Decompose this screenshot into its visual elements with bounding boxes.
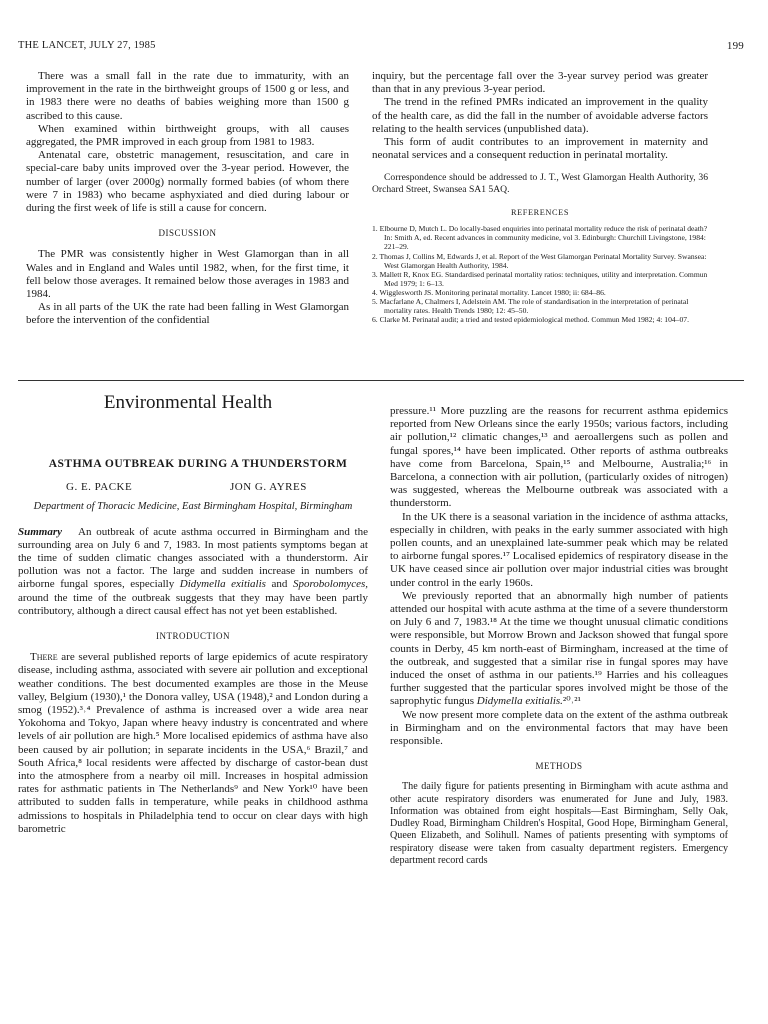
paragraph: Antenatal care, obstetric management, resuscitation, and care in special-care baby units improved over the 3-year period. However, the number of larger (over 2000g) normally formed babies (of whom there were 7 in 1983) who became asphyxiated and died during labour or during the first week of life is still a cause for concern. <box>26 149 349 215</box>
paragraph: We previously reported that an abnormally high number of patients attended our hospital with acute asthma at the time of a severe thunderstorm on July 6 and 7, 1983.¹⁸ At the time we thought unusual climatic conditions were responsible, but Morrow Brown and Jackson showed that fungal spore counts in Derby, 45 km north-east of Birmingham, increased at the time of the outbreak, and suggested that a similar rise in fungal spores may have induced the onset of asthma in our patients.¹⁹ Harries and his colleagues further suggested that the particular spores involved might be those of the saprophytic fungus Didymella exitialis.²⁰˒²¹ <box>390 589 728 708</box>
paragraph: This form of audit contributes to an improvement in maternity and neonatal services and a consequent reduction in perinatal mortality. <box>372 136 708 162</box>
correspondence-note: Correspondence should be addressed to J. T., West Glamorgan Health Authority, 36 Orchard Street, Swansea SA1 5AQ. <box>372 172 708 196</box>
reference-item: 2. Thomas J, Collins M, Edwards J, et al. Report of the West Glamorgan Perinatal Mortality Survey. Swansea: West Glamorgan Health Authority, 1984. <box>372 251 707 270</box>
paragraph: inquiry, but the percentage fall over the 3-year survey period was greater than that in any previous 3-year period. <box>372 70 708 96</box>
paragraph: As in all parts of the UK the rate had been falling in West Glamorgan before the intervention of the confidential <box>26 301 349 327</box>
author-line <box>18 481 368 495</box>
summary-label: Summary <box>18 525 63 538</box>
references-heading: REFERENCES <box>510 208 570 218</box>
prev-article-column-1 <box>26 70 349 328</box>
paragraph: There was a small fall in the rate due to immaturity, with an improvement in the rate in the birthweight groups of 1500 g or less, and in 1983 there were no deaths of babies weighing more than 1500 g ascribed to this cause. <box>26 70 349 122</box>
author-name: JON G. AYRES <box>230 481 307 493</box>
article-title: ASTHMA OUTBREAK DURING A THUNDERSTORM <box>48 458 348 470</box>
journal-name: THE LANCET, JULY 27, 1985 <box>18 40 156 51</box>
paragraph: When examined within birthweight groups, with all causes aggregated, the PMR improved in each group from 1981 to 1983. <box>26 122 349 149</box>
reference-item: 1. Elbourne D, Mutch L. Do locally-based enquiries into perinatal mortality reduce the risk of perinatal death? In: Smith A, ed. Recent advances in community medicine, vol 3. Edinburgh: Churchill Livingstone, 1984: 221–29. <box>372 224 708 252</box>
author-affiliation: Department of Thoracic Medicine, East Birmingham Hospital, Birmingham <box>33 501 353 512</box>
paragraph: We now present more complete data on the extent of the asthma outbreak in Birmingham and on the environmental factors that may have been responsible. <box>390 708 728 748</box>
reference-item: 6. Clarke M. Perinatal audit; a tried and tested epidemiological method. Commun Med 1982; 4: 104–07. <box>372 315 689 325</box>
reference-item: 3. Mallett R, Knox EG. Standardised perinatal mortality ratios: techniques, utility and interpretation. Commun Med 1979; 1: 6–13. <box>372 269 708 288</box>
section-divider <box>18 380 744 381</box>
prev-article-column-2 <box>372 70 708 324</box>
article-column-right <box>390 405 728 867</box>
summary-paragraph: Summary An outbreak of acute asthma occurred in Birmingham and the surrounding area on July 6 and 7, 1983. In most patients symptoms began at the time of sudden climatic changes associated with a thunderstorm. Air pollution was not a factor. The large and sudden increase in numbers of airborne fungal spores, especially Didymella exitialis and Sporobolomyces, around the time of the outbreak suggests that they may have been partly contributory, although a direct causal effect has not yet been established. <box>18 525 368 617</box>
references-list <box>372 224 708 324</box>
author-name: G. E. PACKE <box>66 481 133 493</box>
introduction-heading: INTRODUCTION <box>156 630 230 641</box>
methods-paragraph: The daily figure for patients presenting in Birmingham with acute asthma and other acute respiratory disorders was enumerated for June and July, 1983. Information was obtained from eight hospitals—East Birmingham, Selly Oak, Dudley Road, Birmingham Children's Hospital, Good Hope, Birmingham General, Queen Elizabeth, and Solihull. Names of patients presenting with symptoms of respiratory disease were taken from casualty department registers. Emergency department record cards <box>390 781 728 866</box>
discussion-heading: DISCUSSION <box>158 228 217 239</box>
methods-heading: METHODS <box>535 761 583 772</box>
reference-item: 5. Macfarlane A, Chalmers I, Adelstein AM. The role of standardisation in the interpretation of perinatal mortality rates. Health Trends 1980; 12: 45–50. <box>372 296 689 316</box>
introduction-paragraph: There are several published reports of large epidemics of acute respiratory disease, including asthma, associated with severe air pollution and exceptional weather conditions. The best documented examples are those in the Meuse valley, Belgium (1930),¹ the Donora valley, USA (1948),² and London during a smog (1952).³˒⁴ Prevalence of asthma is increased over a wide area near Yokohoma and Tokyo, Japan where heavy industry is concentrated and where levels of air pollution are high.⁵ More localised epidemics of asthma have also been caused by air pollution; in separate incidents in the USA,⁶ Brazil,⁷ and South Africa,⁸ local residents were affected by discharge of castor-bean dust into the atmosphere from a nearby oil mill. Increases in hospital admission rates for asthmatic patients in The Netherlands⁹ and New York¹⁰ have been attributed to sudden falls in temperature, while peaks in childhood asthma admissions to hospitals in Philadelphia tend to occur on clear days with high barometric <box>18 651 368 835</box>
paragraph: pressure.¹¹ More puzzling are the reasons for recurrent asthma epidemics reported from New Orleans since the early 1950s; various factors, including air pollution,¹² climatic changes,¹³ and aeroallergens such as pollen and fungal spores,¹⁴ have been implicated. Other reports of asthma outbreaks have come from Barcelona, Spain,¹⁵ and Melbourne, Australia;¹⁶ in Barcelona, a connection with air pollution, (particularly oxides of nitrogen) was suggested, whereas the Melbourne outbreak was associated with a thunderstorm. <box>390 405 728 510</box>
reference-item: 4. Wigglesworth JS. Monitoring perinatal mortality. Lancet 1980; ii: 684–86. <box>372 287 606 297</box>
paragraph: In the UK there is a seasonal variation in the incidence of asthma attacks, especially in children, with peaks in the early summer associated with high pollen counts, and an unexplained late-summer peak which may be related to airborne fungal spores.¹⁷ Localised epidemics of respiratory disease in the UK have ceased since air pollution over major industrial cities was brought under control in the early 1960s. <box>390 510 728 589</box>
section-title: Environmental Health <box>103 392 273 413</box>
paragraph: The PMR was consistently higher in West Glamorgan than in all Wales and in England and Wales until 1982, when, for the first time, it fell below those averages. It remained below those averages in 1983 and 1984. <box>26 248 349 301</box>
page-number: 199 <box>726 40 744 52</box>
paragraph: The trend in the refined PMRs indicated an improvement in the quality of the health care, as did the fall in the number of avoidable adverse factors relating to the health services (unpublished data). <box>372 96 708 135</box>
journal-page <box>18 0 744 1024</box>
article-column-left <box>18 400 368 836</box>
